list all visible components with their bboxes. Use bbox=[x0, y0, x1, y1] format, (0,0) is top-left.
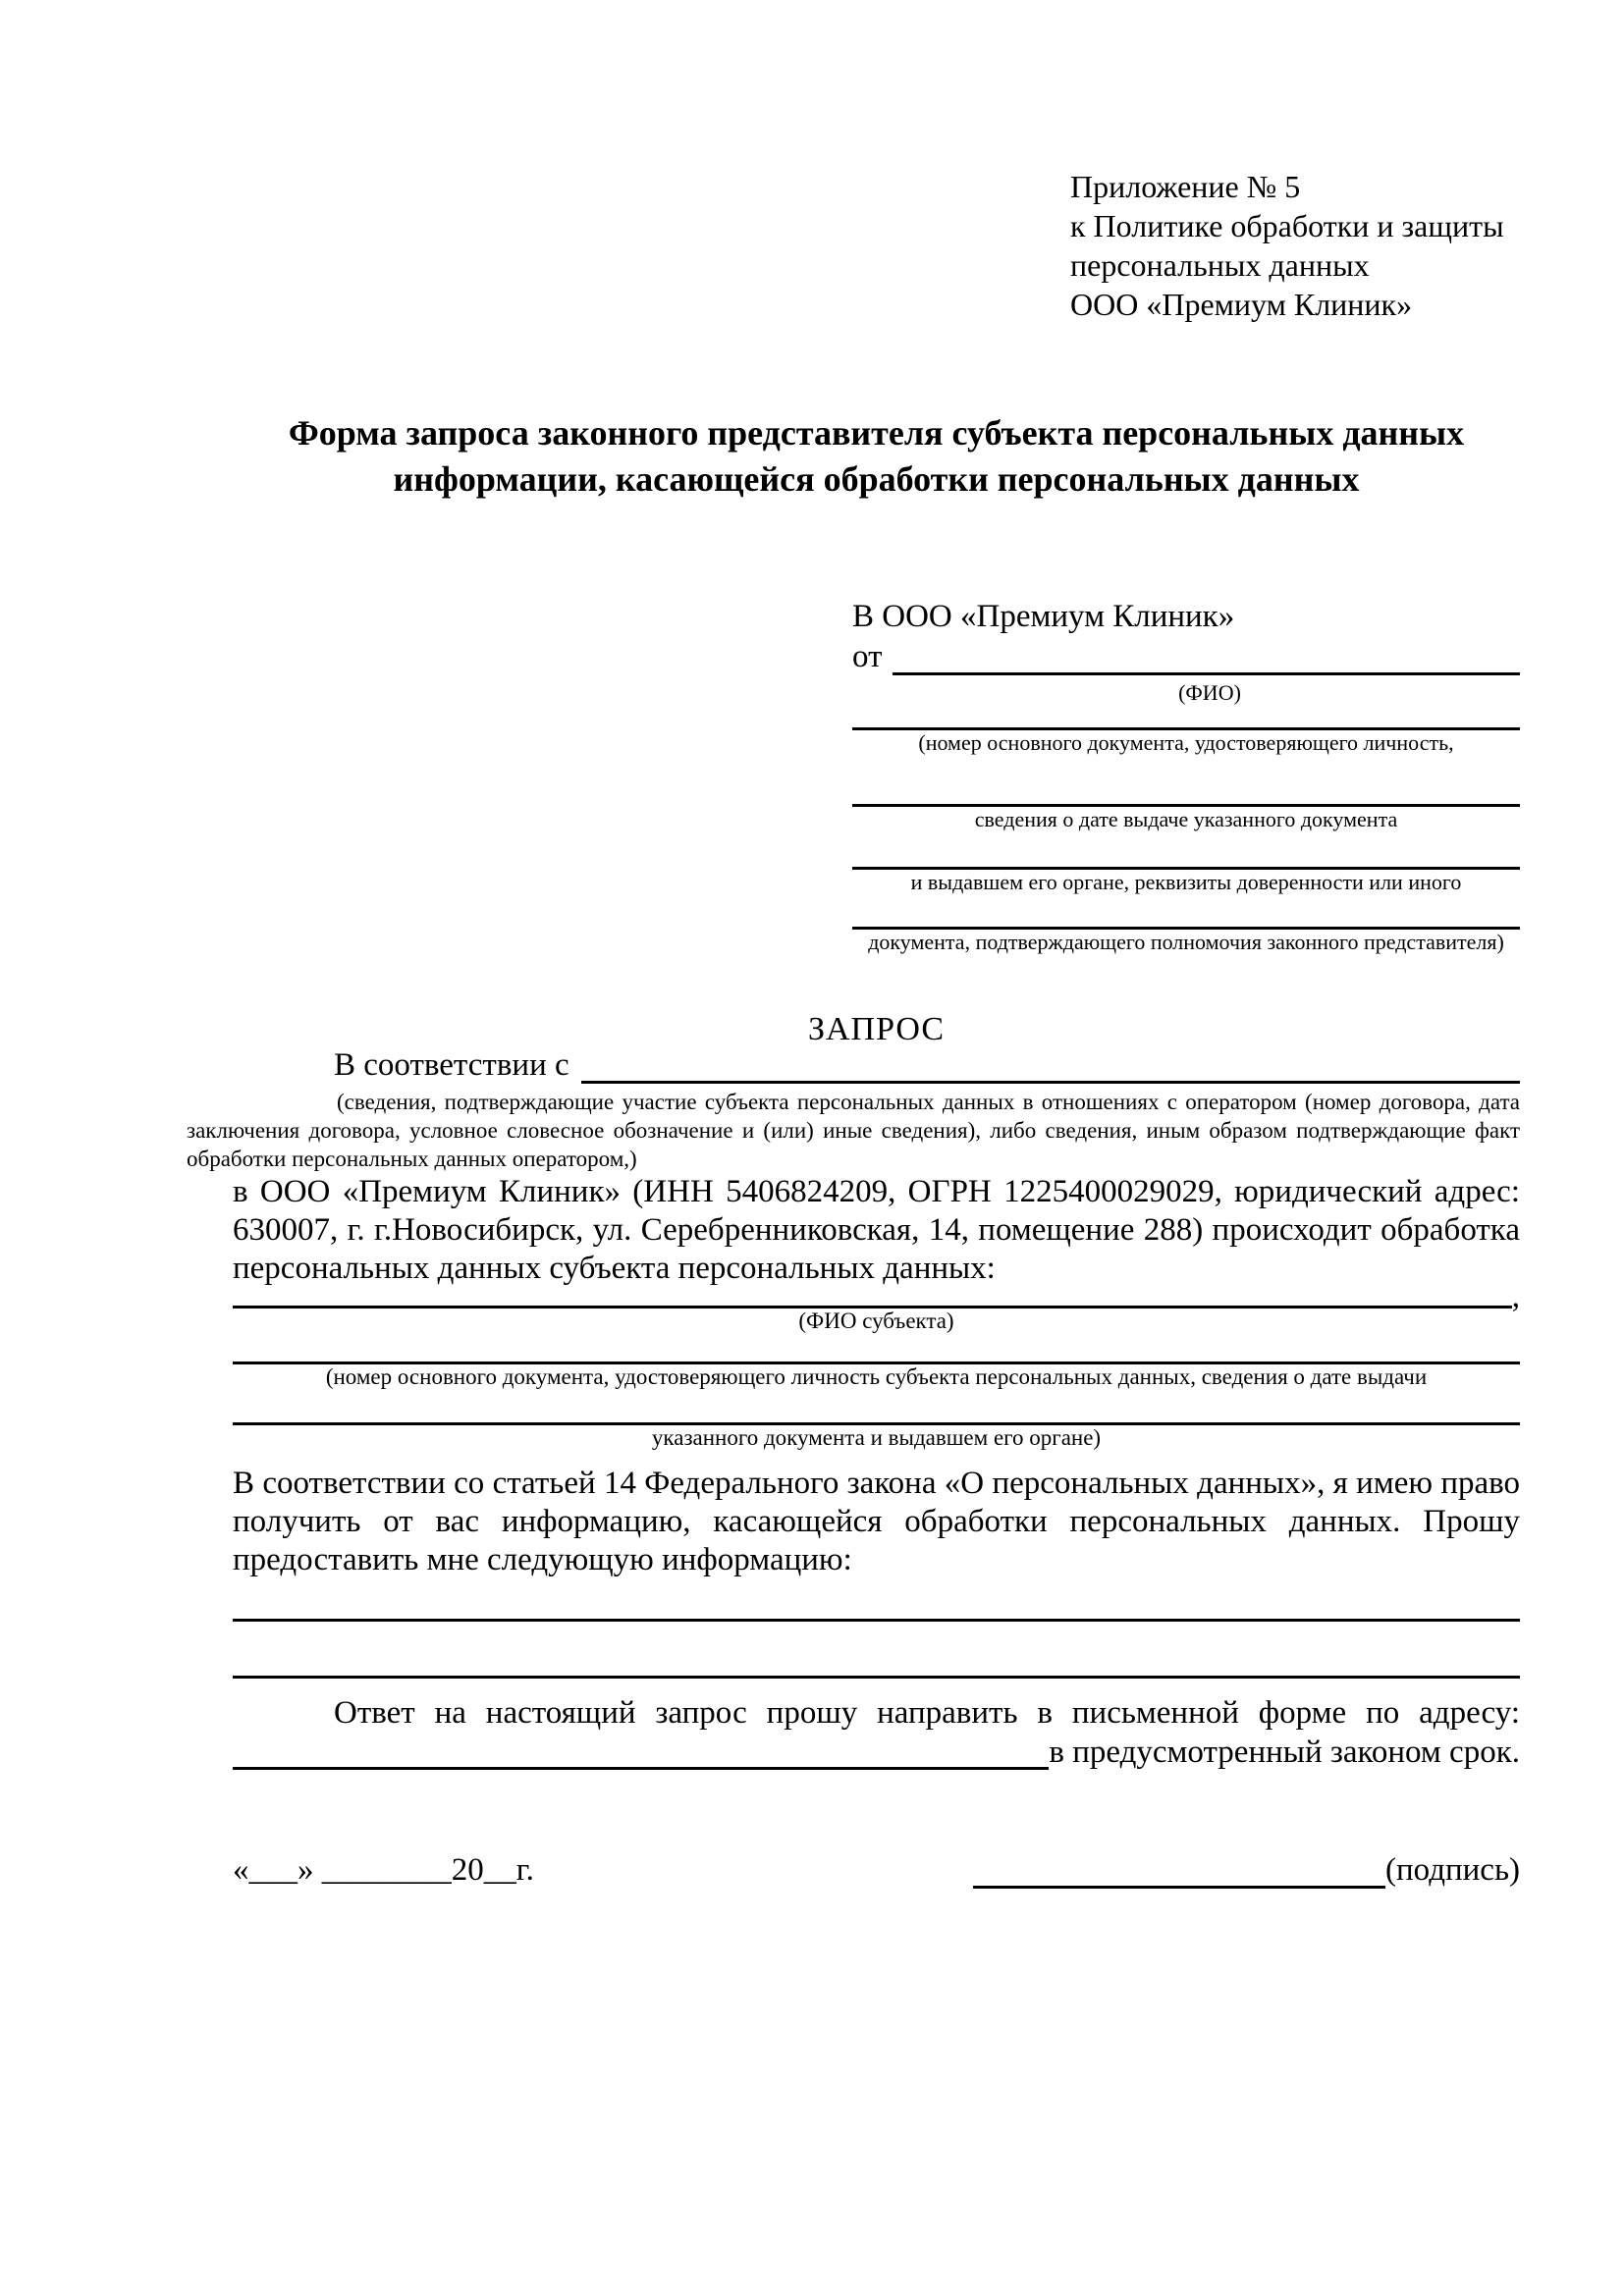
subject-comma: , bbox=[1511, 1279, 1520, 1314]
blank-caption: (номер основного документа, удостоверяющего личность, bbox=[918, 730, 1454, 755]
subject-doc-caption: (номер основного документа, удостоверяющего личность субъекта персональных данных, сведения о дате выдачи bbox=[325, 1364, 1428, 1389]
appendix-header-line: к Политике обработки и защиты bbox=[1070, 208, 1504, 243]
appendix-header-line: персональных данных bbox=[1070, 247, 1370, 283]
blank-line bbox=[233, 1390, 1520, 1425]
blank-caption: и выдавшем его органе, реквизиты доверенности или иного bbox=[910, 870, 1462, 894]
blank-line bbox=[233, 1334, 1520, 1364]
blank-line bbox=[233, 1619, 1520, 1622]
blank-line bbox=[233, 1676, 1520, 1679]
document-title: Форма запроса законного представителя субъекта персональных данных информации, касающейся обработки персональных данных bbox=[288, 413, 1465, 499]
subject-fio-caption: (ФИО субъекта) bbox=[798, 1308, 954, 1333]
blank-line bbox=[852, 706, 1520, 730]
signature-caption: (подпись) bbox=[1385, 1852, 1520, 1888]
opening-caption: (сведения, подтверждающие участие субъекта персональных данных в отношениях с оператором (номер договора, дата заключения договора, условное словесное обозначение и (или) иные сведения), либо сведения, иным образом подтверждающие факт обработки персональных данных оператором,) bbox=[187, 1090, 1520, 1171]
opening-blank-line bbox=[581, 1081, 1520, 1084]
appendix-header-line: Приложение № 5 bbox=[1070, 169, 1301, 204]
reply-address-blank-line bbox=[233, 1767, 1049, 1770]
reply-address-row bbox=[233, 1733, 1520, 1770]
date-blank: «___» ________20__г. bbox=[233, 1852, 534, 1888]
blank-caption: документа, подтверждающего полномочия законного представителя) bbox=[868, 930, 1504, 954]
blank-line bbox=[852, 832, 1520, 870]
from-blank-line bbox=[893, 672, 1521, 675]
signature-block bbox=[973, 1850, 1520, 1889]
law-paragraph: В соответствии со статьей 14 Федерального закона «О персональных данных», я имею право получить от вас информацию, касающейся обработки персональных данных. Прошу предоставить мне следующую информацию: bbox=[233, 1466, 1520, 1577]
addressee-to: В ООО «Премиум Клиник» bbox=[852, 599, 1235, 634]
subject-doc-caption: указанного документа и выдавшем его органе) bbox=[651, 1425, 1102, 1450]
reply-paragraph: Ответ на настоящий запрос прошу направить в письменной форме по адресу: bbox=[334, 1695, 1520, 1731]
addressee-block bbox=[852, 597, 1520, 955]
appendix-header-line: ООО «Премиум Клиник» bbox=[1070, 287, 1413, 322]
subject-fio-row bbox=[233, 1279, 1520, 1314]
appendix-header bbox=[1070, 167, 1520, 324]
request-heading: ЗАПРОС bbox=[807, 1011, 946, 1047]
opening-row bbox=[233, 1048, 1520, 1084]
page-content bbox=[187, 0, 1520, 1889]
fio-caption: (ФИО) bbox=[1178, 680, 1241, 705]
operator-paragraph: в ООО «Премиум Клиник» (ИНН 5406824209, ОГРН 1225400029029, юридический адрес: 630007, г. г.Новосибирск, ул. Серебренниковская, 14, помещение 288) происходит обработка персональных данных субъекта персональных данных: bbox=[233, 1174, 1520, 1286]
from-row bbox=[852, 636, 1520, 675]
signature-blank-line bbox=[973, 1850, 1385, 1889]
opening-label: В соответствии с bbox=[334, 1047, 569, 1083]
blank-line bbox=[852, 895, 1520, 930]
blank-line bbox=[852, 756, 1520, 807]
from-label: от bbox=[852, 639, 883, 674]
reply-tail: в предусмотренный законом срок. bbox=[1049, 1735, 1520, 1770]
blank-caption: сведения о дате выдаче указанного документа bbox=[974, 807, 1398, 831]
date-signature-row bbox=[233, 1850, 1520, 1889]
